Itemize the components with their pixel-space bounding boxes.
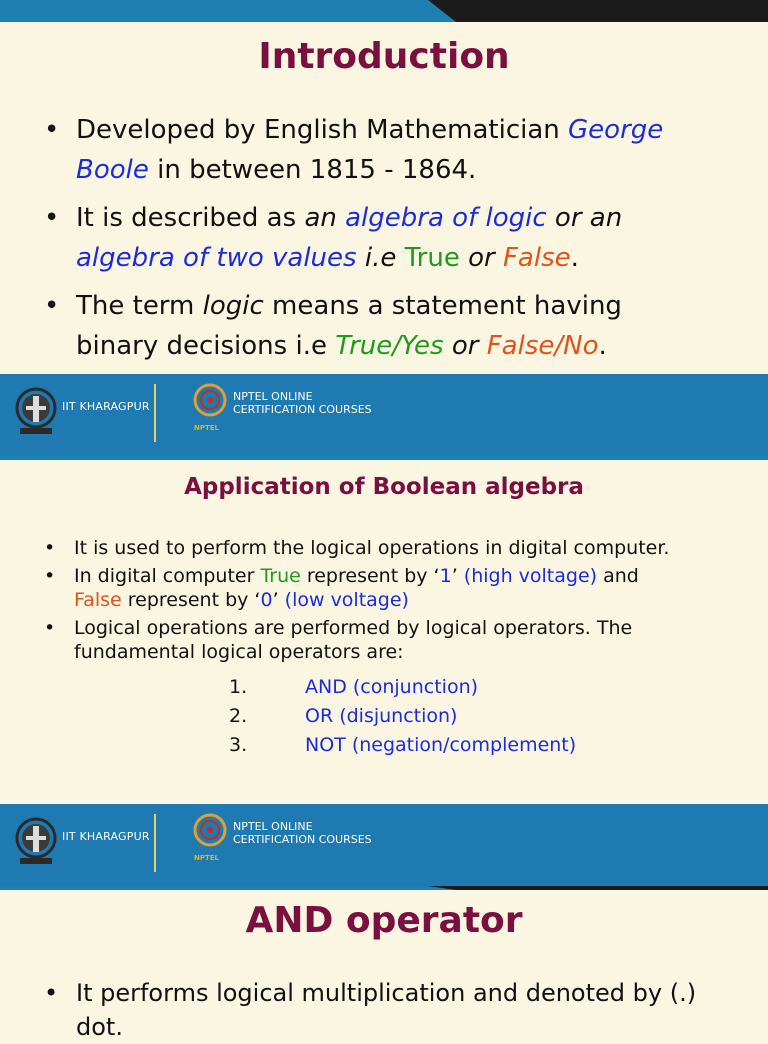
nptel-course-label: NPTEL ONLINE CERTIFICATION COURSES (233, 390, 372, 416)
list-item: 3. NOT (negation/complement) (229, 734, 577, 756)
iit-kharagpur-label: IIT KHARAGPUR (62, 830, 150, 843)
list-item: 2. OR (disjunction) (229, 705, 458, 727)
slide-footer (0, 804, 768, 886)
iit-logo-icon (14, 816, 58, 866)
slide-top-bar (0, 456, 768, 460)
slide-application (0, 456, 768, 804)
nptel-small-label: NPTEL (194, 424, 220, 432)
slide-top-bar (0, 886, 768, 890)
slide-footer (0, 374, 768, 456)
bullet-list (44, 976, 744, 1044)
slide-title: AND operator (245, 900, 523, 941)
bullet-list (44, 110, 744, 366)
nptel-logo-icon (192, 812, 228, 856)
bullet-item: • Logical operations are performed by logical operators. The fundamental logical operators are: (44, 617, 633, 663)
nptel-logo-icon (192, 382, 228, 426)
bullet-list (44, 536, 754, 664)
nptel-small-label: NPTEL (194, 854, 220, 862)
iit-kharagpur-label: IIT KHARAGPUR (62, 400, 150, 413)
bullet-item: • Developed by English Mathematician George Boole in between 1815 - 1864. (44, 115, 664, 185)
slide-title: Introduction (258, 36, 510, 77)
slide-introduction (0, 0, 768, 374)
slide-top-bar (0, 0, 768, 22)
operator-list (229, 675, 729, 762)
nptel-course-label: NPTEL ONLINE CERTIFICATION COURSES (233, 820, 372, 846)
iit-logo-icon (14, 386, 58, 436)
bullet-item: • It performs logical multiplication and denoted by (.) dot. (44, 979, 697, 1041)
bullet-item: • It is used to perform the logical operations in digital computer. (44, 537, 670, 559)
footer-divider (154, 384, 156, 442)
bullet-item: • It is described as an algebra of logic or an algebra of two values i.e True or False. (44, 203, 623, 273)
bullet-item: • The term logic means a statement having binary decisions i.e True/Yes or False/No. (44, 291, 622, 361)
list-item: 1. AND (conjunction) (229, 676, 479, 698)
bullet-item: • In digital computer True represent by ‘1’ (high voltage) and False represent by ‘0’ (low voltage) (44, 565, 639, 611)
footer-divider (154, 814, 156, 872)
slide-and-operator (0, 886, 768, 1041)
slide-title: Application of Boolean algebra (184, 474, 584, 500)
